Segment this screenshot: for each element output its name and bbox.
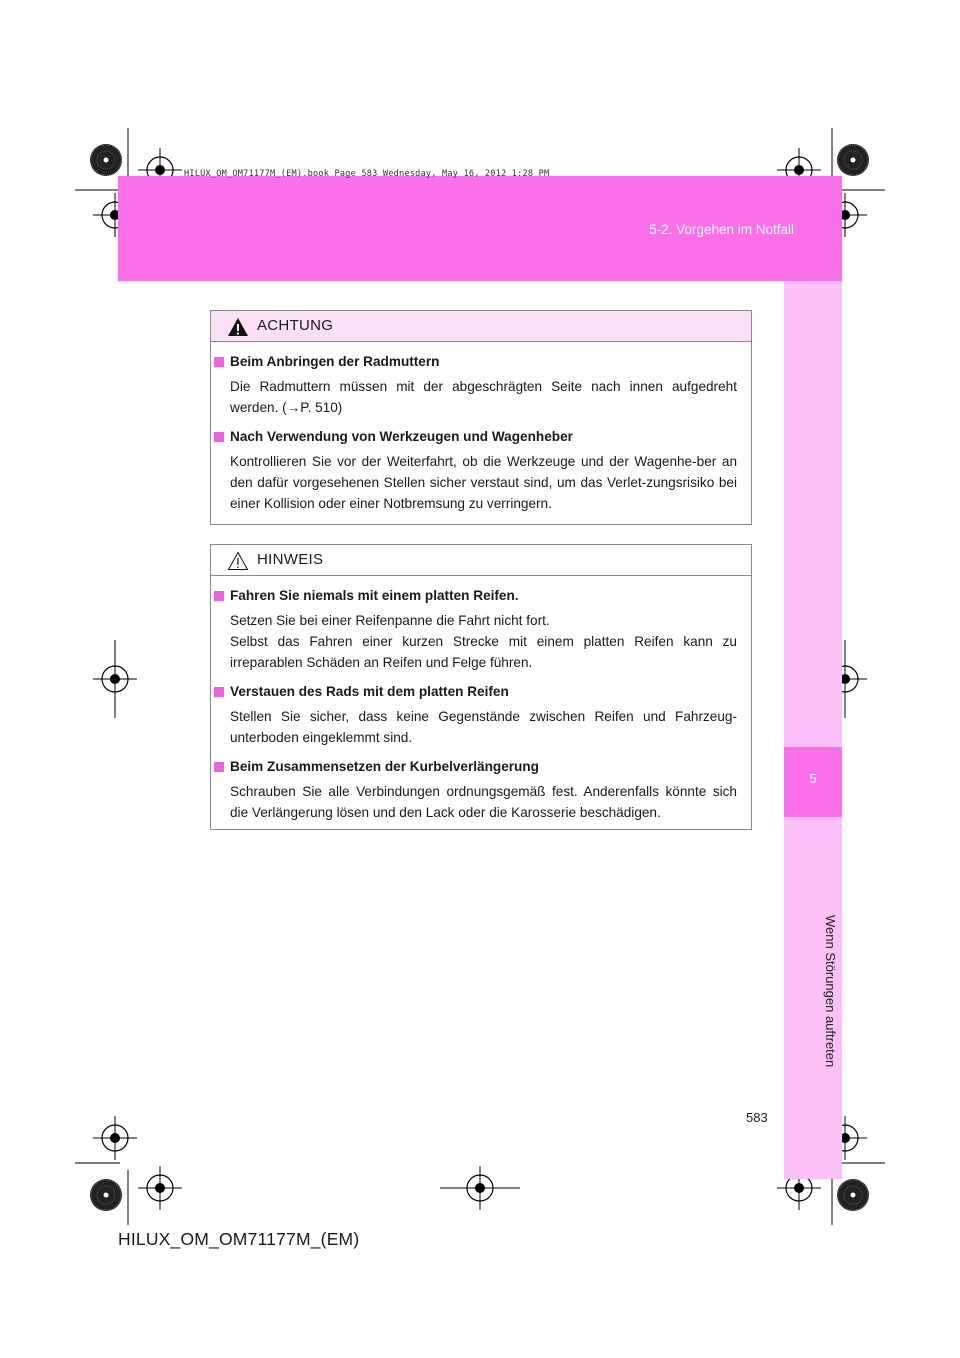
registration-wheel-icon (837, 144, 869, 176)
bullet-square-icon (214, 357, 224, 367)
registration-cross-icon (93, 1116, 137, 1160)
notice-item-heading: Verstauen des Rads mit dem platten Reifen (230, 684, 509, 699)
notice-item-text: Setzen Sie bei einer Reifenpanne die Fahrt nicht fort. (230, 613, 550, 628)
caution-item-text: Kontrollieren Sie vor der Weiterfahrt, ob die Werkzeuge und der Wagenhe-ber an den dafür vorgesehenen Stellen sicher verstaut sind, um das Verlet-zungsrisiko bei einer Kollision oder einer Notbremsung zu verringern. (230, 454, 737, 511)
chapter-number: 5 (809, 771, 817, 786)
book-info-line: HILUX_OM_OM71177M_(EM).book Page 583 Wednesday, May 16, 2012 1:28 PM (184, 169, 550, 179)
notice-icon (227, 551, 249, 571)
document-code: HILUX_OM_OM71177M_(EM) (118, 1229, 360, 1249)
notice-header (211, 545, 751, 576)
registration-wheel-icon (837, 1179, 869, 1211)
registration-cross-icon (138, 1166, 182, 1210)
notice-item-text: Stellen Sie sicher, dass keine Gegenstände zwischen Reifen und Fahrzeug-unterboden eingeklemmt sind. (230, 709, 737, 745)
notice-item-heading: Fahren Sie niemals mit einem platten Reifen. (230, 588, 519, 603)
chapter-tab (784, 281, 842, 1179)
notice-item (213, 757, 743, 823)
notice-item-text: Schrauben Sie alle Verbindungen ordnungsgemäß fest. Anderenfalls könnte sich die Verlängerung lösen und den Lack oder die Karosserie beschädigen. (230, 784, 737, 820)
page-number: 583 (746, 1110, 768, 1125)
warning-icon (227, 317, 249, 337)
section-title: 5-2. Vorgehen im Notfall (649, 222, 794, 237)
caution-item-text: Die Radmuttern müssen mit der abgeschrägten Seite nach innen aufgedreht werden. (→P. 510) (230, 379, 737, 415)
notice-item (213, 586, 743, 673)
bullet-square-icon (214, 762, 224, 772)
notice-item-text: Selbst das Fahren einer kurzen Strecke mit einem platten Reifen kann zu irreparablen Schäden an Reifen und Felge führen. (230, 634, 737, 670)
bullet-square-icon (214, 432, 224, 442)
notice-body (211, 576, 751, 823)
caution-title: ACHTUNG (257, 317, 334, 334)
registration-wheel-icon (90, 1179, 122, 1211)
caution-item (213, 352, 743, 418)
caution-item-heading: Nach Verwendung von Werkzeugen und Wagenheber (230, 429, 573, 444)
bullet-square-icon (214, 591, 224, 601)
notice-item-heading: Beim Zusammensetzen der Kurbelverlängerung (230, 759, 539, 774)
notice-item (213, 682, 743, 748)
caution-box (210, 310, 752, 525)
caution-item-heading: Beim Anbringen der Radmuttern (230, 354, 440, 369)
caution-header (211, 311, 751, 342)
bullet-square-icon (214, 687, 224, 697)
chapter-title: Wenn Störungen auftreten (823, 914, 838, 1068)
registration-wheel-icon (90, 144, 122, 176)
caution-item (213, 427, 743, 514)
notice-title: HINWEIS (257, 551, 324, 568)
notice-box (210, 544, 752, 830)
caution-body (211, 342, 751, 514)
